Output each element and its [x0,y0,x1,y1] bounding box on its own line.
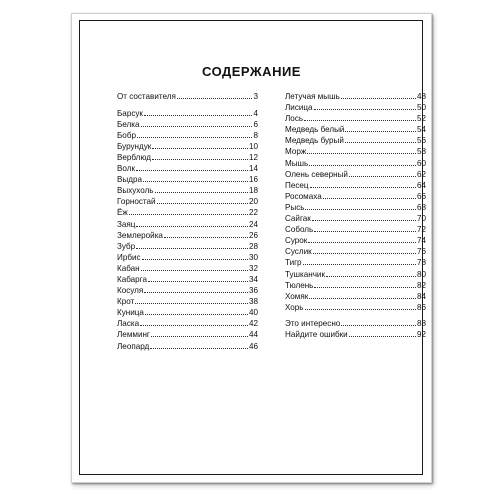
toc-entry [117,207,258,218]
toc-entry-page-number: 88 [416,319,426,329]
toc-entry-page-number: 22 [248,208,258,218]
toc-entry [117,141,258,152]
toc-entry [117,152,258,163]
toc-entry-page-number: 36 [248,286,258,296]
toc-entry-page-number: 18 [248,186,258,196]
toc-entry-title: Верблюд [117,152,152,162]
toc-entry-page-number: 28 [248,241,258,251]
toc-dot-leader [341,98,416,99]
toc-entry-page-number: 42 [248,319,258,329]
toc-dot-leader [314,287,416,288]
toc-dot-leader [304,120,416,121]
toc-entry-title: Рысь [285,202,305,212]
toc-entry-title: Барсук [117,108,143,118]
toc-dot-leader [136,248,248,249]
toc-dot-leader [345,142,416,143]
toc-dot-leader [141,270,248,271]
toc-entry [285,329,426,340]
toc-dot-leader [135,303,248,304]
page-title: СОДЕРЖАНИЕ [202,64,301,79]
toc-dot-leader [157,203,248,204]
toc-entry-title: Летучая мышь [285,92,340,101]
toc-dot-leader [143,181,248,182]
toc-dot-leader [164,237,248,238]
toc-entry [117,108,258,119]
toc-entry-title: Найдите ошибки [285,330,348,340]
toc-entry-page-number: 12 [248,152,258,162]
toc-dot-leader [136,170,248,171]
toc-dot-leader [305,309,416,310]
toc-entry-page-number: 48 [416,92,426,101]
toc-dot-leader [155,192,248,193]
toc-entry-title: Сурок [285,236,308,246]
document-page [71,13,432,483]
toc-dot-leader [152,148,248,149]
toc-entry-page-number: 32 [248,263,258,273]
toc-entry [117,318,258,329]
toc-entry-title: Лось [285,114,304,124]
toc-entry [285,235,426,246]
toc-entry-title: Медведь бурый [285,136,344,146]
toc-entry-page-number: 66 [416,191,426,201]
toc-entry-page-number: 62 [416,169,426,179]
toc-entry-title: От составителя [117,92,176,101]
toc-entry [285,213,426,224]
toc-entry-page-number: 86 [416,302,426,312]
toc-entry [117,341,258,352]
toc-entry [117,196,258,207]
toc-entry-title: Тигр [285,258,302,268]
toc-entry [285,180,426,191]
toc-entry-title: Мышь [285,158,309,168]
toc-entry-title: Куница [117,308,144,318]
toc-dot-leader [145,314,248,315]
toc-entry-title: Зубр [117,241,136,251]
toc-entry-page-number: 24 [248,219,258,229]
toc-dot-leader [309,298,416,299]
toc-entry [117,307,258,318]
toc-dot-leader [129,214,248,215]
toc-entry-title: Песец [285,180,309,190]
toc-dot-leader [309,165,416,166]
toc-dot-leader [341,325,416,326]
toc-entry [117,296,258,307]
toc-dot-leader [144,115,253,116]
toc-entry-title: Горностай [117,197,156,207]
toc-entry-title: Косуля [117,286,144,296]
toc-entry-page-number: 16 [248,175,258,185]
toc-entry [285,202,426,213]
toc-entry-title: Заяц [117,219,136,229]
toc-entry [117,219,258,230]
toc-entry-title: Лемминг [117,330,150,340]
toc-entry-title: Ласка [117,319,140,329]
toc-entry-page-number: 70 [416,214,426,224]
toc-entry-page-number: 76 [416,247,426,257]
toc-entry-title: Бурундук [117,141,152,151]
toc-dot-leader [137,137,253,138]
toc-entry [285,302,426,313]
toc-entry-page-number: 40 [248,308,258,318]
toc-dot-leader [308,242,416,243]
toc-entry [117,263,258,274]
toc-entry-page-number: 20 [248,197,258,207]
toc-entry-title: Ирбис [117,252,141,262]
toc-entry [285,135,426,146]
toc-entry-page-number: 68 [416,202,426,212]
toc-entry-title: Крот [117,297,135,307]
toc-entry [285,158,426,169]
toc-entry-page-number: 92 [416,330,426,340]
toc-entry [117,185,258,196]
toc-entry-title: Леопард [117,341,150,351]
toc-dot-leader [305,209,416,210]
toc-entry [285,169,426,180]
toc-entry-title: Медведь белый [285,125,345,135]
toc-dot-leader [310,187,416,188]
toc-entry-page-number: 58 [416,147,426,157]
toc-entry-title: Росомаха [285,191,322,201]
toc-entry-page-number: 64 [416,180,426,190]
toc-entry-page-number: 54 [416,125,426,135]
toc-dot-leader [141,126,253,127]
toc-entry-page-number: 60 [416,158,426,168]
toc-entry [285,269,426,280]
toc-entry [117,119,258,130]
toc-dot-leader [312,220,416,221]
toc-entry-title: Тушканчик [285,269,325,279]
toc-entry-page-number: 34 [248,275,258,284]
toc-entry-page-number: 6 [253,119,258,129]
toc-dot-leader [151,336,248,337]
toc-entry-page-number: 78 [416,258,426,268]
toc-entry-title: Лисица [285,103,313,113]
toc-entry-title: Кабарга [117,275,147,284]
toc-dot-leader [314,109,416,110]
toc-entry [285,113,426,124]
toc-entry-title: Волк [117,164,135,174]
toc-entry-title: Выдра [117,175,142,185]
toc-dot-leader [140,325,248,326]
toc-entry-page-number: 10 [248,141,258,151]
toc-entry [117,274,258,285]
toc-entry-title: Ёж [117,208,128,218]
toc-entry [117,241,258,252]
toc-entry [117,174,258,185]
toc-entry-page-number: 44 [248,330,258,340]
toc-dot-leader [148,281,248,282]
toc-entry [117,285,258,296]
toc-entry [117,329,258,340]
toc-dot-leader [323,198,416,199]
toc-entry-page-number: 30 [248,252,258,262]
toc-entry-title: Хомяк [285,291,309,301]
toc-entry [285,257,426,268]
toc-entry-title: Бобр [117,130,136,140]
toc-entry-title: Белка [117,119,140,129]
toc-dot-leader [314,231,416,232]
toc-entry [285,246,426,257]
toc-entry-title: Выхухоль [117,186,154,196]
toc-entry-page-number: 50 [416,103,426,113]
toc-entry-page-number: 14 [248,164,258,174]
toc-entry [117,252,258,263]
toc-entry-page-number: 38 [248,297,258,307]
toc-entry-page-number: 52 [416,114,426,124]
toc-entry-page-number: 4 [253,108,258,118]
toc-entry-page-number: 26 [248,230,258,240]
toc-entry-title: Соболь [285,225,314,235]
toc-entry-page-number: 80 [416,269,426,279]
toc-dot-leader [303,264,416,265]
toc-dot-leader [136,226,248,227]
toc-entry-page-number: 74 [416,236,426,246]
toc-dot-leader [152,159,248,160]
toc-entry-title: Землеройка [117,230,163,240]
toc-entry-page-number: 56 [416,136,426,146]
toc-entry-title: Суслик [285,247,312,257]
toc-dot-leader [144,292,248,293]
toc-entry [285,280,426,291]
toc-dot-leader [313,253,416,254]
toc-dot-leader [177,98,253,99]
toc-entry-page-number: 82 [416,280,426,290]
toc-entry-title: Это интересно [285,319,341,329]
toc-entry [117,230,258,241]
toc-dot-leader [150,348,248,349]
toc-entry [117,91,258,102]
toc-entry [285,91,426,102]
toc-entry-page-number: 46 [248,341,258,351]
toc-dot-leader [326,276,416,277]
toc-entry-title: Тюлень [285,280,314,290]
toc-entry-title: Сайгак [285,214,311,224]
toc-entry [285,291,426,302]
toc-entry-page-number: 84 [416,291,426,301]
toc-entry-title: Морж [285,147,307,157]
toc-entry-page-number: 8 [253,130,258,140]
toc-entry [285,224,426,235]
toc-entry [117,163,258,174]
toc-right-column [285,91,426,341]
toc-entry-title: Хорь [285,302,304,312]
toc-entry [285,318,426,329]
toc-left-column [117,91,258,352]
toc-dot-leader [349,176,416,177]
toc-dot-leader [349,336,416,337]
toc-dot-leader [345,131,416,132]
toc-entry [285,191,426,202]
toc-entry [285,146,426,157]
toc-entry-title: Олень северный [285,169,348,179]
toc-entry [285,102,426,113]
toc-entry [285,124,426,135]
toc-entry-page-number: 72 [416,225,426,235]
toc-dot-leader [142,259,248,260]
toc-entry [117,130,258,141]
toc-entry-page-number: 3 [253,92,258,101]
toc-dot-leader [307,153,416,154]
toc-entry-title: Кабан [117,263,140,273]
